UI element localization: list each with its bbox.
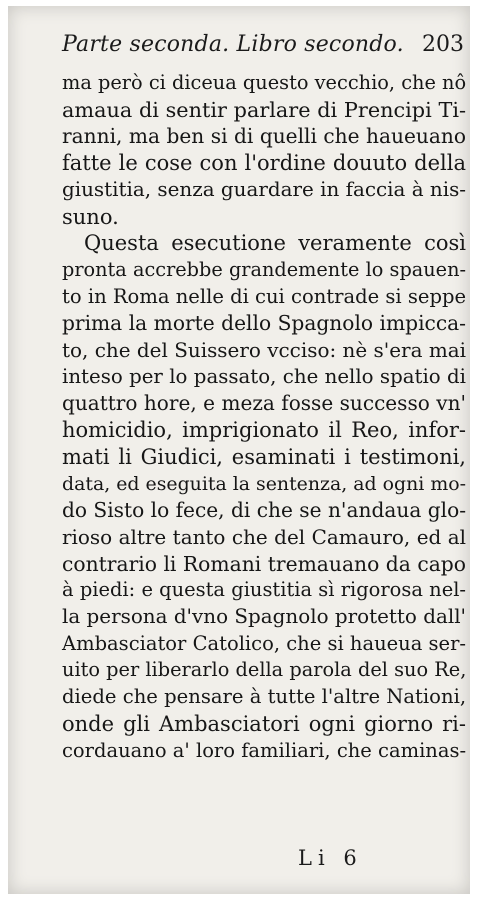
body-text — [62, 70, 466, 764]
text-line: diede che pensare à tutte l'altre Nationi, — [62, 685, 467, 709]
text-line: suno. — [62, 204, 119, 229]
book-page — [8, 6, 470, 894]
text-line: ranni, ma ben si di quelli che haueuano — [62, 124, 466, 149]
text-line: giustitia, senza guardare in faccia à nis- — [62, 177, 467, 201]
text-line: rioso altre tanto che del Camauro, ed al — [62, 524, 466, 549]
text-line: inteso per lo passato, che nello spatio di — [62, 364, 466, 388]
text-line: amaua di sentir parlare di Prencipi Ti- — [62, 97, 466, 122]
text-line: quattro hore, e meza fosse successo vn' — [62, 391, 466, 416]
page-number: 203 — [422, 32, 464, 57]
text-line: to in Roma nelle di cui contrade si seppe — [62, 284, 467, 308]
text-line: prima la morte dello Spagnolo impicca- — [62, 311, 466, 336]
text-line: onde gli Ambasciatori ogni giorno ri- — [62, 711, 466, 736]
signature-mark: Li 6 — [298, 846, 363, 870]
text-line: to, che del Suissero vcciso: nè s'era mai — [62, 338, 466, 363]
text-line: fatte le cose con l'ordine douuto della — [62, 151, 466, 176]
text-line: ma però ci diceua questo vecchio, che nô — [62, 71, 467, 94]
text-line: data, ed eseguita la sentenza, ad ogni mo- — [62, 472, 466, 495]
page-header — [62, 32, 466, 62]
text-line: à piedi: e questa giustitia sì rigorosa nel- — [62, 578, 466, 602]
text-line: cordauano a' loro familiari, che caminas- — [62, 738, 467, 762]
text-line: homicidio, imprigionato il Reo, infor- — [62, 418, 466, 443]
text-line: pronta accrebbe grandemente lo spauen- — [62, 257, 466, 281]
text-line: mati li Giudici, esaminati i testimoni, — [62, 444, 466, 469]
text-line: uito per liberarlo della parola del suo Re, — [62, 658, 467, 682]
running-head: Parte seconda. Libro secondo. — [62, 32, 404, 57]
text-line: do Sisto lo fece, di che se n'andaua glo- — [62, 498, 466, 523]
text-line: contrario li Romani tremauano da capo — [62, 551, 466, 576]
text-line: Questa esecutione veramente così — [84, 231, 466, 256]
text-line: Ambasciator Catolico, che si haueua ser- — [62, 631, 467, 655]
text-line: la persona d'vno Spagnolo protetto dall' — [62, 605, 467, 629]
